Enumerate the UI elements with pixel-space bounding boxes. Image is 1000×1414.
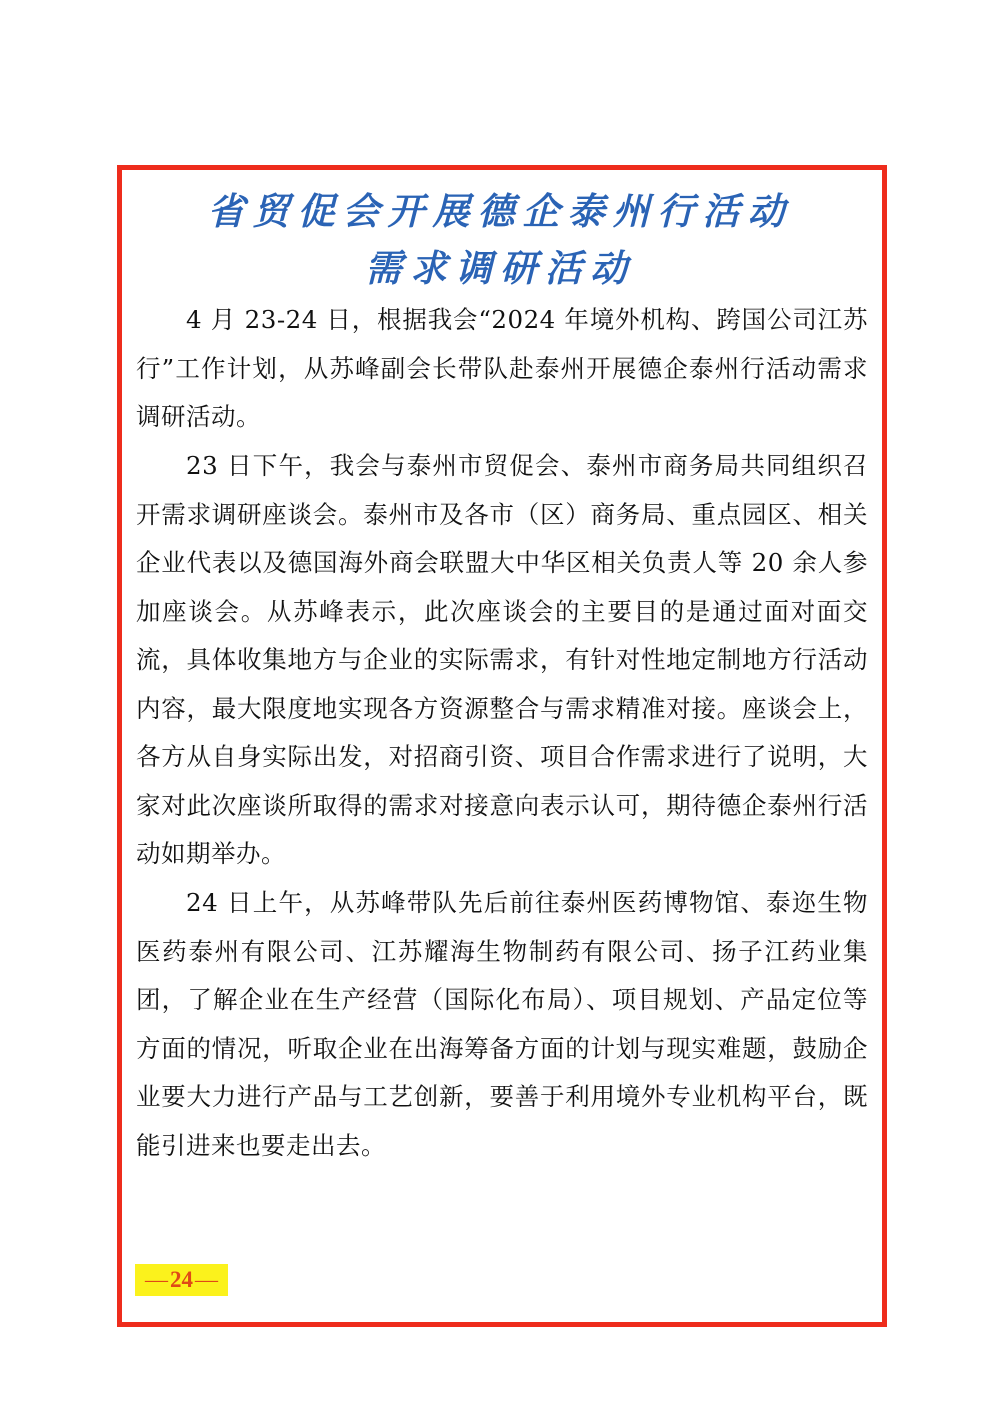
- page-number-dash-right: —: [195, 1267, 218, 1292]
- paragraph-3: 24 日上午，从苏峰带队先后前往泰州医药博物馆、泰迩生物医药泰州有限公司、江苏耀海生物制药有限公司、扬子江药业集团，了解企业在生产经营（国际化布局）、项目规划、产品定位等方面的情况，听取企业在出海筹备方面的计划与现实难题，鼓励企业要大力进行产品与工艺创新，要善于利用境外专业机构平台，既能引进来也要走出去。: [136, 888, 868, 1160]
- paragraph-1: 4 月 23-24 日，根据我会“2024 年境外机构、跨国公司江苏行”工作计划，从苏峰副会长带队赴泰州开展德企泰州行活动需求调研活动。: [136, 305, 868, 431]
- page-number-dash-left: —: [145, 1267, 168, 1292]
- article-title-line-2: 需求调研活动: [365, 247, 635, 290]
- page-number: 24: [170, 1267, 193, 1292]
- article-title-line-1: 省贸促会开展德企泰州行活动: [207, 190, 793, 233]
- paragraph-2: 23 日下午，我会与泰州市贸促会、泰州市商务局共同组织召开需求调研座谈会。泰州市及各市（区）商务局、重点园区、相关企业代表以及德国海外商会联盟大中华区相关负责人等 20 余人参加座谈会。从苏峰表示，此次座谈会的主要目的是通过面对面交流，具体收集地方与企业的实际需求，有针对性地定制地方行活动内容，最大限度地实现各方资源整合与需求精准对接。座谈会上，各方从自身实际出发，对招商引资、项目合作需求进行了说明，大家对此次座谈所取得的需求对接意向表示认可，期待德企泰州行活动如期举办。: [136, 451, 868, 868]
- page-number-badge: [135, 1264, 228, 1296]
